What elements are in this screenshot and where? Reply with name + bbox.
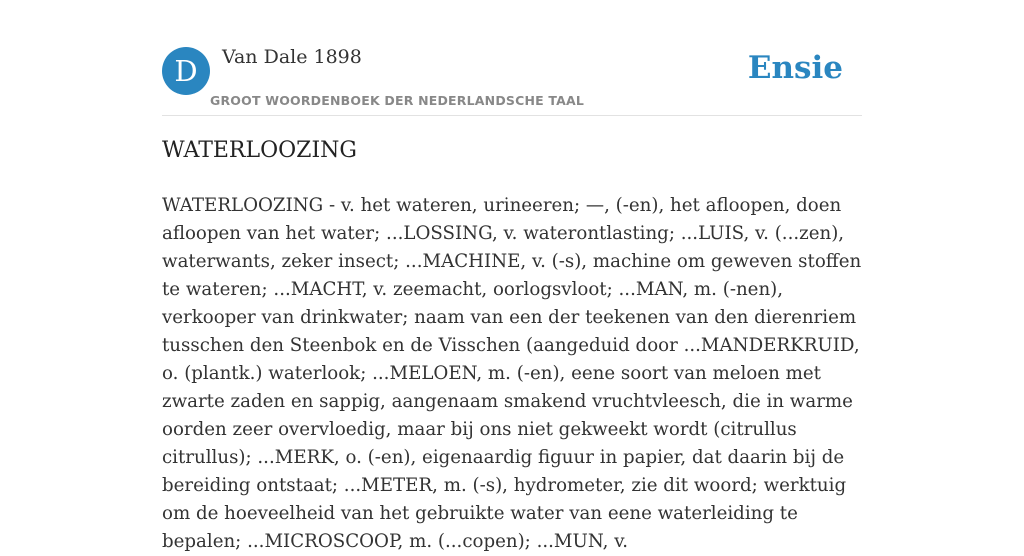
- entry-heading: WATERLOOZING: [162, 138, 357, 163]
- dictionary-title[interactable]: Van Dale 1898: [222, 46, 362, 68]
- site-header: [162, 46, 862, 116]
- header-divider: [162, 115, 862, 116]
- ensie-brand-link[interactable]: Ensie: [747, 50, 843, 86]
- dictionary-subtitle: GROOT WOORDENBOEK DER NEDERLANDSCHE TAAL: [210, 93, 585, 108]
- entry-definition: WATERLOOZING - v. het wateren, urineeren; —, (-en), het afloopen, doen afloopen van het water; ...LOSSING, v. waterontlasting; ...LUIS, v. (...zen), waterwants, zeker insect; ...MACHINE, v. (-s), machine om geweven stoffen te wateren; ...MACHT, v. zeemacht, oorlogsvloot; ...MAN, m. (-nen), verkooper van drinkwater; naam van een der teekenen van den dierenriem tusschen den Steenbok en de Visschen (aangeduid door ...MANDERKRUID, o. (plantk.) waterlook; ...MELOEN, m. (-en), eene soort van meloen met zwarte zaden en sappig, aangenaam smakend vruchtvleesch, die in warme oorden zeer overvloedig, maar bij ons niet gekweekt wordt (citrullus citrullus); ...MERK, o. (-en), eigenaardig figuur in papier, dat daarin bij de bereiding ontstaat; ...METER, m. (-s), hydrometer, zie dit woord; werktuig om de hoeveelheid van het gebruikte water van eene waterleiding te bepalen; ...MICROSCOOP, m. (...copen); ...MUN, v.: [162, 195, 862, 552]
- dictionary-logo[interactable]: D: [162, 47, 210, 95]
